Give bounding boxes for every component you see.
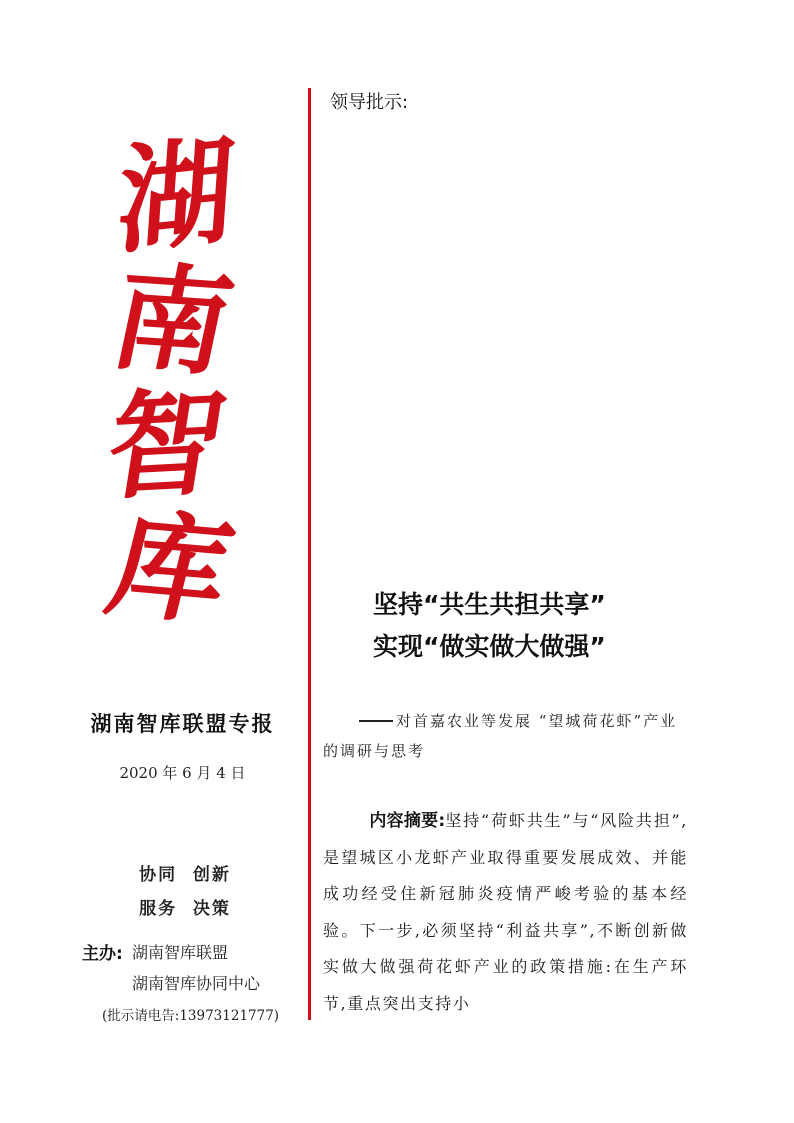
- masthead-char-ku: 库: [95, 497, 245, 641]
- motto-line-1: 协同 创新: [139, 865, 231, 885]
- red-vertical-divider: [308, 88, 311, 1020]
- motto-line-2: 服务 决策: [139, 899, 231, 919]
- article-subtitle: [323, 706, 693, 766]
- abstract-label: 内容摘要:: [369, 811, 446, 831]
- host-organization-2: 湖南智库协同中心: [132, 974, 261, 993]
- host-organization-1: 湖南智库联盟: [132, 943, 229, 962]
- approval-phone-note: (批示请电告:13973121777): [102, 1008, 280, 1024]
- article-subtitle-text: 对首嘉农业等发展 “望城荷花虾”产业的调研与思考: [323, 712, 678, 760]
- masthead-calligraphy: [95, 121, 245, 641]
- publication-date: 2020 年 6 月 4 日: [119, 764, 246, 782]
- article-title-line-2: 实现“做实做大做强”: [373, 632, 606, 661]
- masthead-char-nan: 南: [99, 249, 245, 393]
- masthead-char-hu: 湖: [113, 121, 239, 272]
- masthead-char-zhi: 智: [97, 373, 235, 517]
- abstract-text: 坚持“荷虾共生”与“风险共担”,是望城区小龙虾产业取得重要发展成效、并能成功经受住新冠肺炎疫情严峻考验的基本经验。下一步,必须坚持“利益共享”,不断创新做实做大做强荷花虾产业的政策措施:在生产环节,重点突出支持小: [323, 811, 688, 1013]
- publication-name: 湖南智库联盟专报: [90, 712, 275, 736]
- host-label: 主办:: [82, 944, 123, 964]
- em-dash-rule: [359, 720, 393, 722]
- article-title-line-1: 坚持“共生共担共享”: [373, 590, 606, 619]
- article-abstract: [323, 803, 688, 1022]
- leader-approval-label: 领导批示:: [330, 92, 409, 113]
